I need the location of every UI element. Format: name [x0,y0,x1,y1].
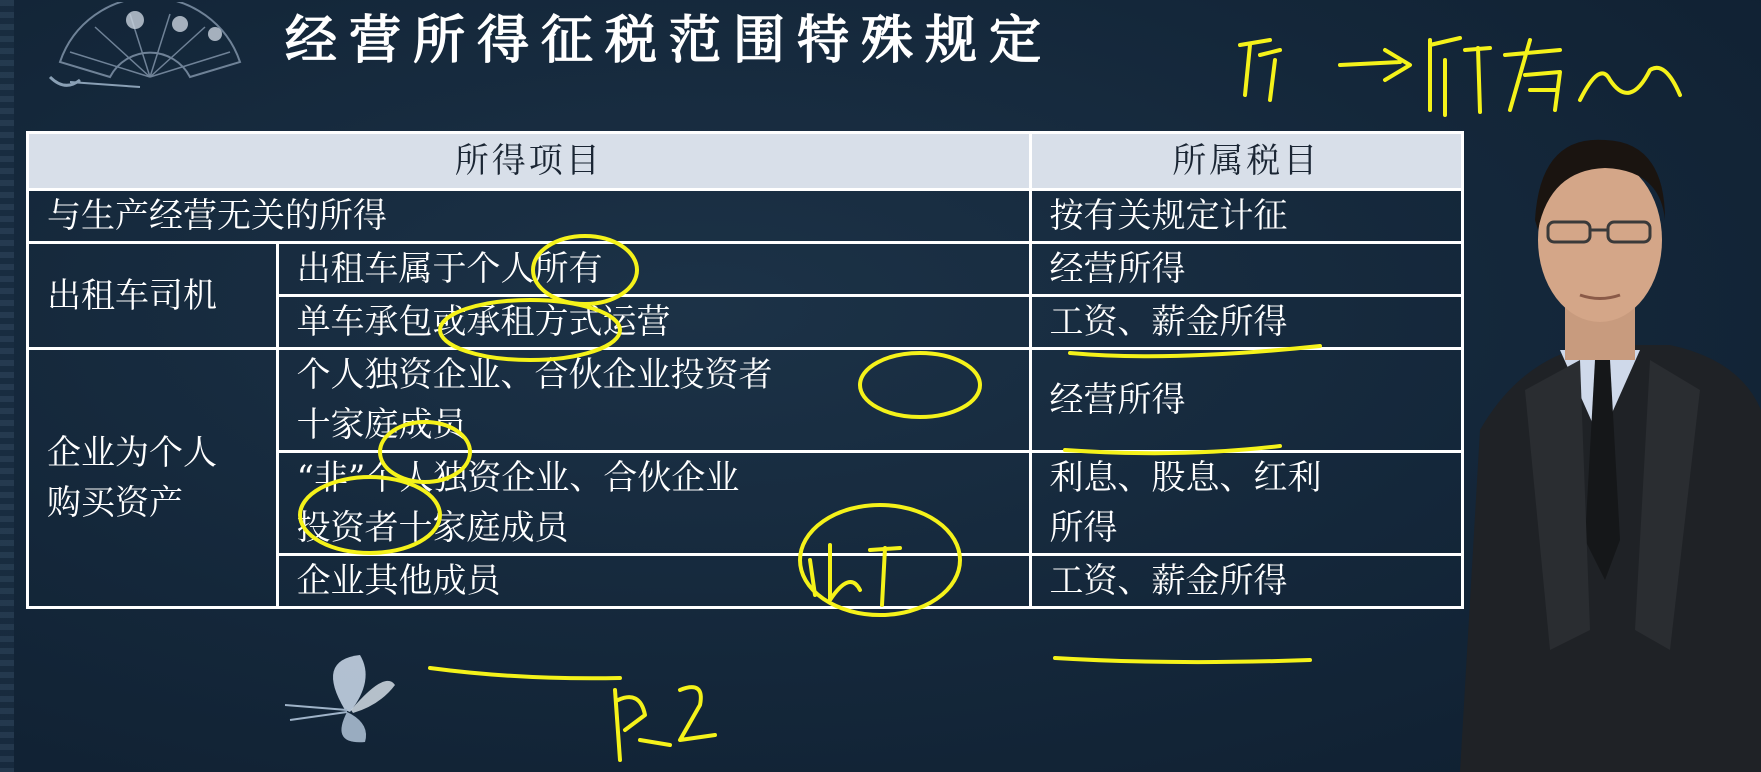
table-row [28,243,1463,296]
cell-category: 工资、薪金所得 [1030,555,1462,608]
left-decorative-strip [0,0,14,772]
item-line: “非”个人独资企业、合伙企业 [296,458,740,498]
category-line: 利息、股息、红利 [1049,458,1322,498]
tax-table [26,131,1464,609]
header-income-item: 所得项目 [28,133,1031,190]
category-line: 所得 [1049,508,1118,548]
cell-item: 出租车属于个人所有 [277,243,1030,296]
table-header-row [28,133,1463,190]
cell-category [1030,452,1462,555]
cell-group-taxi-driver: 出租车司机 [28,243,278,349]
slide-title: 经营所得征税范围特殊规定 [285,10,1054,71]
cell-category: 工资、薪金所得 [1030,296,1462,349]
cell-category: 经营所得 [1030,243,1462,296]
group-line: 购买资产 [47,483,183,523]
cell-group-asset-purchase [28,349,278,608]
cell-item [277,452,1030,555]
item-line: 个人独资企业、合伙企业投资者 [296,355,773,395]
fan-decoration-icon [40,2,250,107]
cell-category: 按有关规定计征 [1030,190,1462,243]
cell-item [277,349,1030,452]
cell-item: 企业其他成员 [277,555,1030,608]
butterfly-icon [275,650,425,750]
table-row [28,349,1463,452]
item-line: 投资者十家庭成员 [296,508,569,548]
cell-category: 经营所得 [1030,349,1462,452]
cell-item: 单车承包或承租方式运营 [277,296,1030,349]
header-tax-category: 所属税目 [1030,133,1462,190]
table-row [28,190,1463,243]
group-line: 企业为个人 [47,433,217,473]
cell-item: 与生产经营无关的所得 [28,190,1031,243]
presenter-figure [1440,110,1761,772]
item-line: 十家庭成员 [296,405,467,445]
